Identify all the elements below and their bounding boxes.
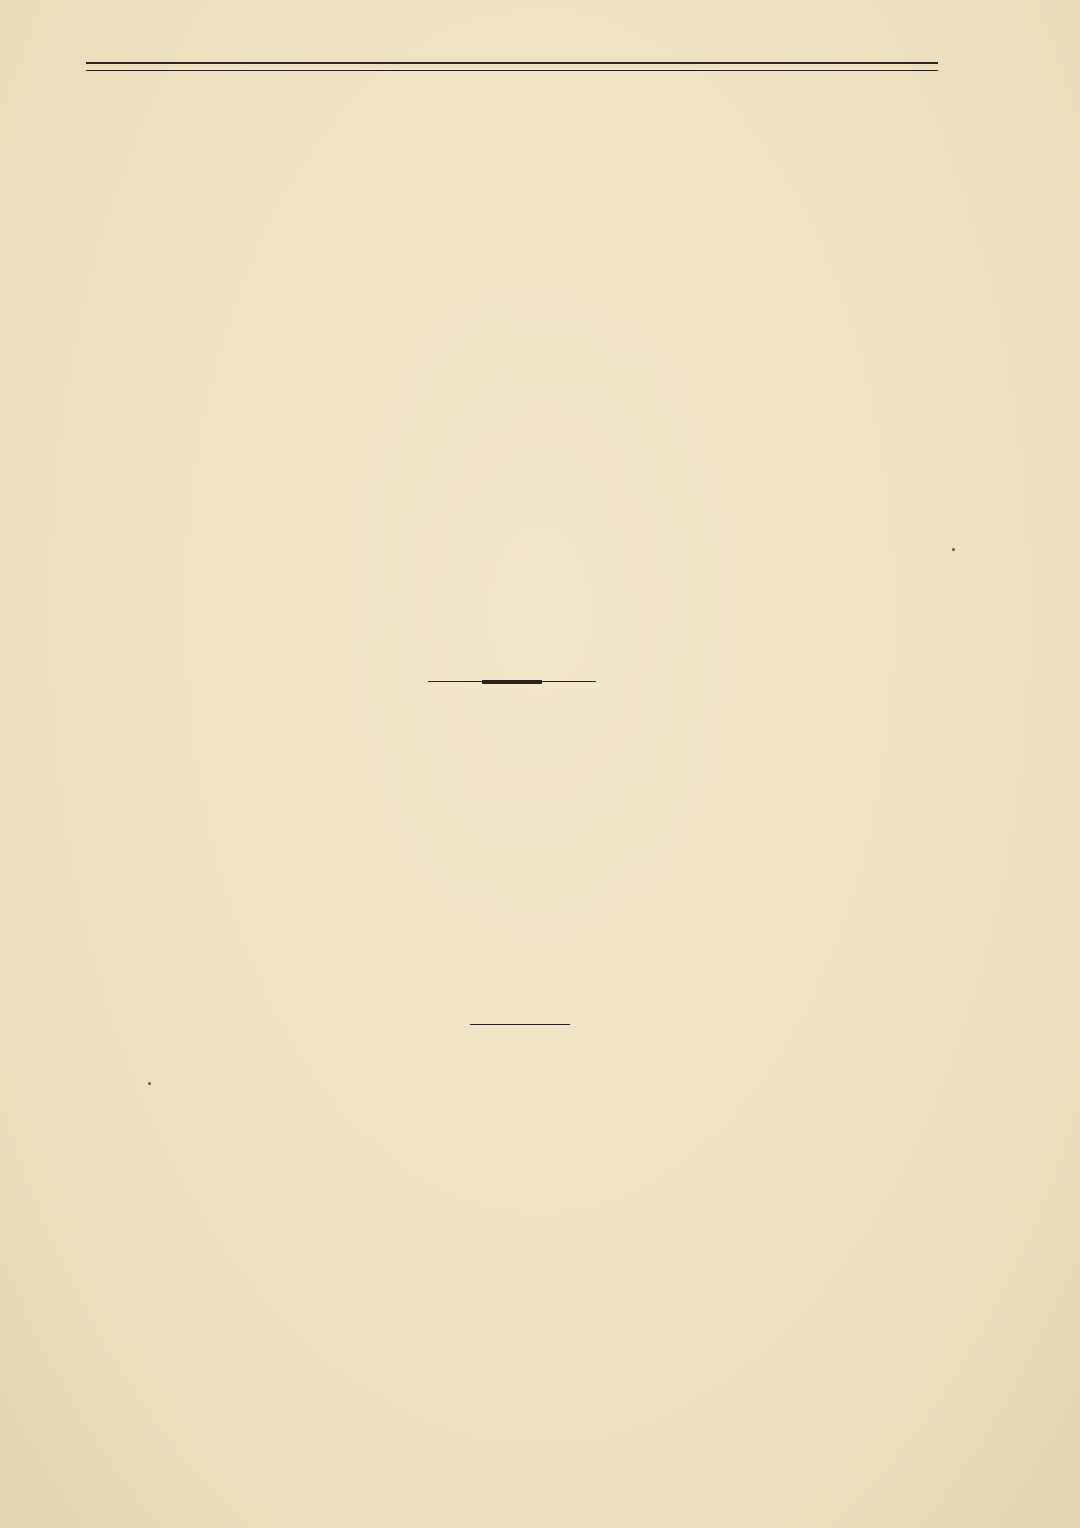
- running-head: [86, 20, 936, 56]
- short-divider: [470, 1024, 570, 1025]
- ornamental-divider: [428, 680, 596, 684]
- header-double-rule: [86, 62, 938, 71]
- paper-speck: [952, 548, 955, 551]
- paper-speck: [148, 1082, 151, 1085]
